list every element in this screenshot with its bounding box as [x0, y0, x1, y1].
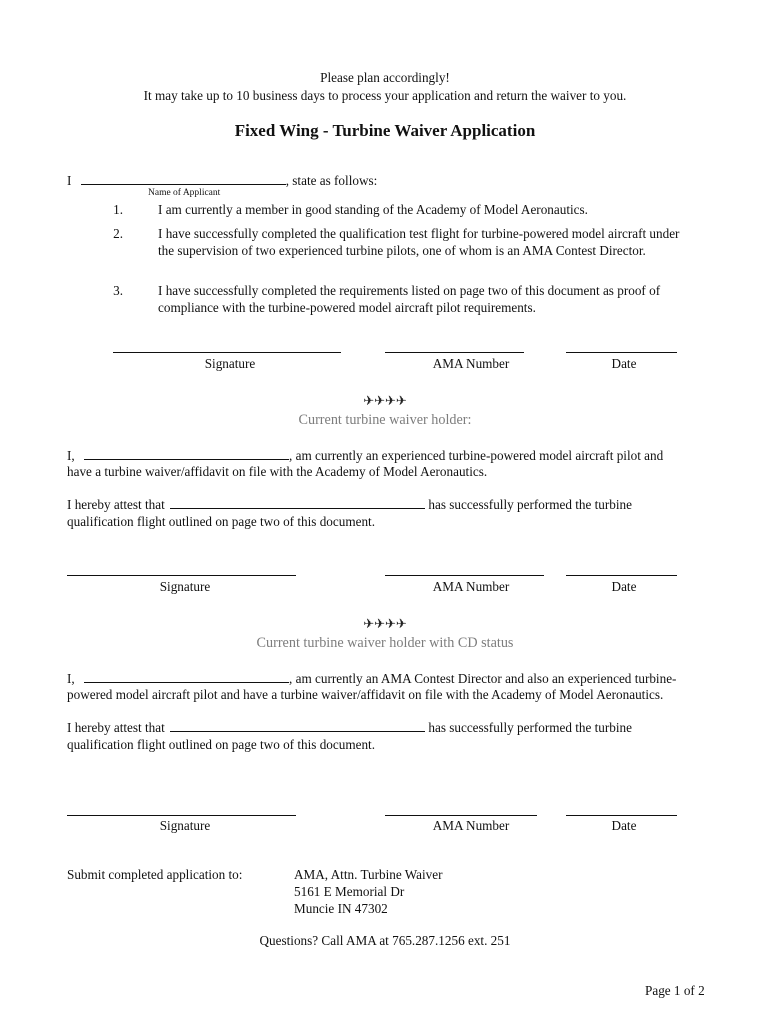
- page-number: Page 1 of 2: [645, 983, 705, 998]
- ama-number-label: AMA Number: [432, 818, 510, 833]
- address-line: 5161 E Memorial Dr: [294, 884, 405, 899]
- questions-contact: Questions? Call AMA at 765.287.1256 ext. 251: [259, 933, 511, 948]
- date-line[interactable]: [566, 815, 677, 816]
- airplane-divider-icon: ✈✈✈✈: [363, 393, 407, 408]
- cd-holder-prefix: I,: [67, 671, 75, 686]
- ama-number-label: AMA Number: [432, 579, 510, 594]
- cd-holder-statement-line1: , am currently an AMA Contest Director and also an experienced turbine-: [289, 671, 677, 686]
- holder-attest-name-field[interactable]: [170, 497, 425, 509]
- date-label: Date: [611, 356, 637, 371]
- applicant-name-field[interactable]: [81, 173, 286, 185]
- statement-text: I have successfully completed the requirements listed on page two of this document as proof of compliance with the turbine-powered model aircraft pilot requirements.: [158, 283, 661, 315]
- cd-holder-attest-name-field[interactable]: [170, 720, 425, 732]
- statement-number: 3.: [113, 283, 123, 298]
- address-line: Muncie IN 47302: [294, 901, 388, 916]
- applicant-suffix: , state as follows:: [285, 173, 378, 188]
- notice-line-1: Please plan accordingly!: [320, 70, 450, 85]
- holder-attest-prefix: I hereby attest that: [67, 497, 165, 512]
- holder-heading: Current turbine waiver holder:: [298, 412, 472, 428]
- date-label: Date: [611, 579, 637, 594]
- applicant-statement: [67, 173, 377, 189]
- ama-number-line[interactable]: [385, 575, 544, 576]
- submit-label: Submit completed application to:: [67, 867, 243, 882]
- holder-name-field[interactable]: [84, 448, 289, 460]
- cd-holder-attest-prefix: I hereby attest that: [67, 720, 165, 735]
- signature-label: Signature: [159, 579, 211, 594]
- cd-holder-statement: [67, 671, 676, 687]
- signature-line[interactable]: [67, 575, 296, 576]
- statement-text: I have successfully completed the qualification test flight for turbine-powered model aircraft under the supervision of two experienced turbine pilots, one of whom is an AMA Contest Director.: [158, 226, 680, 258]
- notice-line-2: It may take up to 10 business days to process your application and return the waiver to you.: [143, 88, 627, 103]
- statement-text: I am currently a member in good standing of the Academy of Model Aeronautics.: [158, 202, 588, 217]
- signature-line[interactable]: [113, 352, 341, 353]
- holder-attest: [67, 497, 632, 513]
- holder-prefix: I,: [67, 448, 75, 463]
- holder-statement-line1: , am currently an experienced turbine-powered model aircraft pilot and: [289, 448, 664, 463]
- ama-number-label: AMA Number: [432, 356, 510, 371]
- ama-number-line[interactable]: [385, 815, 537, 816]
- signature-label: Signature: [204, 356, 256, 371]
- applicant-prefix: I: [67, 173, 72, 188]
- ama-number-line[interactable]: [385, 352, 524, 353]
- cd-holder-attest: [67, 720, 632, 736]
- statement-number: 2.: [113, 226, 123, 241]
- holder-attest-suffix: has successfully performed the turbine: [428, 497, 632, 512]
- statement-number: 1.: [113, 202, 123, 217]
- holder-attest-line2: qualification flight outlined on page two of this document.: [67, 514, 376, 529]
- cd-holder-name-field[interactable]: [84, 671, 289, 683]
- airplane-divider-icon: ✈✈✈✈: [363, 616, 407, 631]
- cd-holder-attest-line2: qualification flight outlined on page two of this document.: [67, 737, 376, 752]
- address-line: AMA, Attn. Turbine Waiver: [294, 867, 443, 882]
- cd-holder-attest-suffix: has successfully performed the turbine: [428, 720, 632, 735]
- cd-holder-statement-line2: powered model aircraft pilot and have a turbine waiver/affidavit on file with the Academy of Model Aeronautics.: [67, 687, 664, 702]
- date-label: Date: [611, 818, 637, 833]
- date-line[interactable]: [566, 352, 677, 353]
- cd-holder-heading: Current turbine waiver holder with CD status: [256, 635, 514, 651]
- date-line[interactable]: [566, 575, 677, 576]
- holder-statement: [67, 448, 663, 464]
- applicant-name-caption: Name of Applicant: [148, 188, 221, 198]
- signature-line[interactable]: [67, 815, 296, 816]
- signature-label: Signature: [159, 818, 211, 833]
- holder-statement-line2: have a turbine waiver/affidavit on file with the Academy of Model Aeronautics.: [67, 464, 488, 479]
- page-title: Fixed Wing - Turbine Waiver Application: [234, 121, 536, 140]
